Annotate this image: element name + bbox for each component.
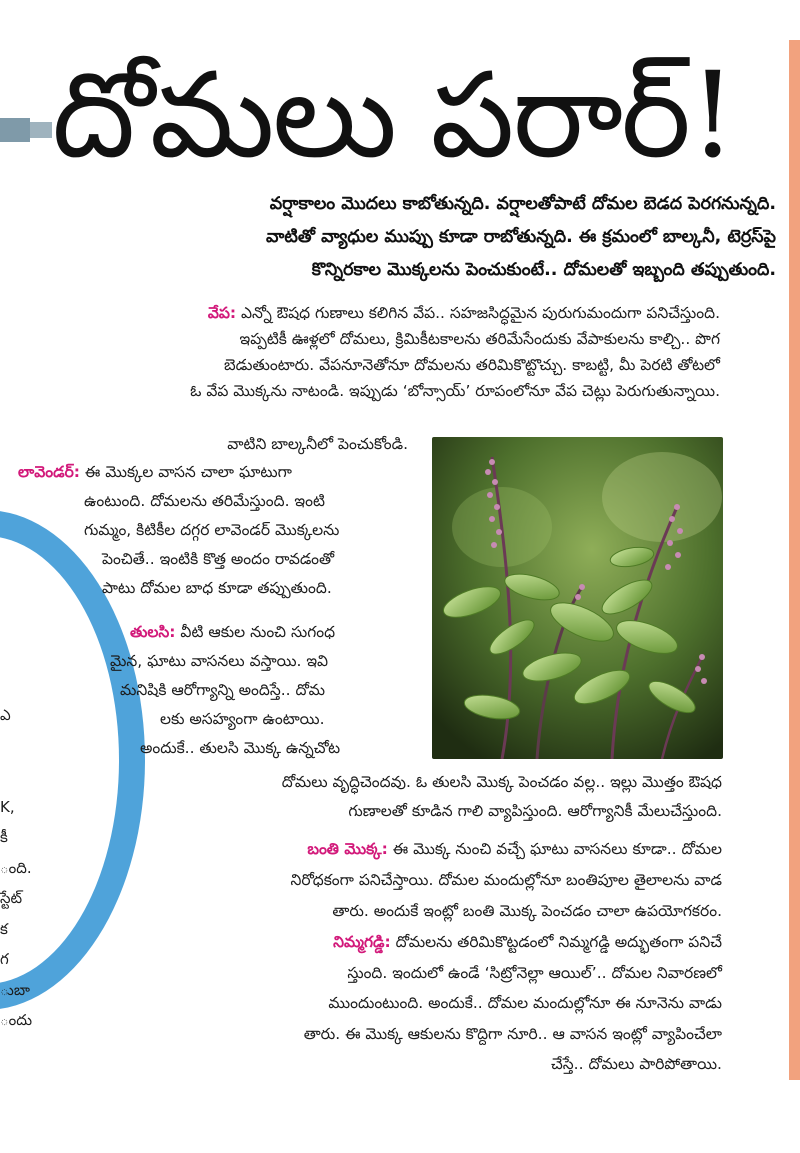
fragment-line: స్టేట్ (0, 889, 23, 907)
vepa-line: ఇప్పటికీ ఊళ్లలో దోమలు, క్రిమికీటకాలను తరిమేసేందుకు వేపాకులను కాల్చి.. పొగ (239, 330, 720, 348)
tulasi-line: మనిషికి ఆరోగ్యాన్ని అందిస్తే.. దోమ (120, 681, 325, 699)
tulasi-line: దోమలు వృద్ధిచెందవు. ఓ తులసి మొక్క పెంచడం వల్ల.. ఇల్లు మొత్తం ఔషధ (281, 773, 722, 791)
fragment-line: ఎ (0, 706, 11, 724)
fragment-line: క (0, 919, 8, 938)
banthi-text: ఈ మొక్క నుంచి వచ్చే ఘాటు వాసనలు కూడా.. దోమల (387, 840, 722, 858)
tulasi-text: వీటి ఆకుల నుంచి సుగంధ (175, 623, 336, 641)
vepa-line: బెడుతుంటారు. వేపనూనెతోనూ దోమలను తరిమికొట్టొచ్చు. కాబట్టి, మీ పెరటి తోటలో (224, 356, 720, 374)
nimmagaddi-line: చేస్తే.. దోమలు పారిపోతాయి. (551, 1055, 722, 1073)
intro-line: వర్షాకాలం మొదలు కాబోతున్నది. వర్షాలతోపాటే దోమల బెడద పెరగనున్నది. (269, 194, 776, 214)
nimmagaddi-text: దోమలను తరిమికొట్టడంలో నిమ్మగడ్డి అద్భుతంగా పనిచే (390, 933, 722, 951)
fragment-line: ందు (0, 1011, 33, 1029)
lavender-term: లావెండర్: (18, 463, 80, 481)
vepa-term: వేప: (207, 304, 237, 322)
intro-line: కొన్నిరకాల మొక్కలను పెంచుకుంటే.. దోమలతో ఇబ్బంది తప్పుతుంది. (311, 260, 776, 280)
vepa-text: ఎన్నో ఔషధ గుణాలు కలిగిన వేప.. సహజసిద్ధమైన పురుగుమందుగా పనిచేస్తుంది. (236, 304, 720, 322)
fragment-line: K, (0, 797, 15, 816)
tulasi-line: గుణాలతో కూడిన గాలి వ్యాపిస్తుంది. ఆరోగ్యానికీ మేలుచేస్తుంది. (348, 802, 722, 820)
tulasi-paragraph (110, 618, 410, 763)
nimmagaddi-line: స్తుంది. ఇందులో ఉండే ‘సిట్రోనెల్లా ఆయిల్’.. దోమల నివారణలో (347, 963, 722, 982)
lavender-paragraph (18, 458, 408, 603)
fragment-line (0, 731, 40, 762)
banthi-line: నిరోధకంగా పనిచేస్తాయి. దోమల మందుల్లోనూ బంతిపూల తైలాలను వాడ (290, 871, 722, 889)
nimmagaddi-paragraph (108, 927, 722, 1080)
banthi-paragraph (108, 834, 722, 927)
right-accent-bar (789, 40, 800, 1080)
adjacent-article-fragments (0, 700, 40, 1036)
section-marker (0, 118, 30, 142)
vepa-last-line (60, 431, 408, 457)
tulsi-plant-photo (432, 437, 723, 759)
tulasi-line: లకు అసహ్యంగా ఉంటాయి. (160, 710, 325, 728)
tulasi-line: మైన, ఘాటు వాసనలు వస్తాయి. ఇవి (110, 652, 329, 670)
headline: దోమలు పరార్! (52, 46, 735, 184)
vepa-line: ఓ వేప మొక్కను నాటండి. ఇప్పుడు ‘బోన్సాయ్’ రూపంలోనూ వేప చెట్లు పెరుగుతున్నాయి. (190, 382, 720, 400)
lavender-line: గుమ్మం, కిటికీల దగ్గర లావెండర్ మొక్కలను (84, 521, 340, 539)
intro-line: వాటితో వ్యాధుల ముప్పు కూడా రాబోతున్నది. ఈ క్రమంలో బాల్కనీ, టెర్రస్‌పై (266, 227, 776, 247)
fragment-line: ంది. (0, 858, 32, 877)
tulasi-line: అందుకే.. తులసి మొక్క ఉన్నచోట (140, 739, 341, 757)
fragment-line: ుబా (0, 980, 30, 999)
lavender-line: పెంచితే.. ఇంటికి కొత్త అందం రావడంతో (102, 550, 335, 568)
tulasi-term: తులసి: (130, 623, 176, 641)
fragment-line (0, 761, 40, 792)
tulasi-paragraph-cont (150, 768, 722, 826)
banthi-line: తారు. అందుకే ఇంట్లో బంతి మొక్క పెంచడం చాలా ఉపయోగకరం. (332, 902, 722, 920)
vepa-paragraph (14, 300, 720, 404)
nimmagaddi-term: నిమ్మగడ్డి: (333, 933, 391, 951)
fragment-line: గ (0, 950, 9, 968)
lavender-text: ఈ మొక్కల వాసన చాలా ఘాటుగా (79, 463, 292, 481)
nimmagaddi-line: ముందుంటుంది. అందుకే.. దోమల మందుల్లోనూ ఈ నూనెను వాడు (328, 994, 722, 1012)
vepa-line: వాటిని బాల్కనీలో పెంచుకోండి. (227, 435, 408, 453)
lavender-line: ఉంటుంది. దోమలను తరిమేస్తుంది. ఇంటి (84, 492, 325, 510)
banthi-term: బంతి మొక్క: (307, 840, 388, 858)
fragment-line: కీ (0, 828, 8, 846)
intro-paragraph (56, 188, 776, 287)
lavender-line: పాటు దోమల బాధ కూడా తప్పుతుంది. (102, 579, 332, 597)
nimmagaddi-line: తారు. ఈ మొక్క ఆకులను కొద్దిగా నూరి.. ఆ వాసన ఇంట్లో వ్యాపించేలా (303, 1024, 722, 1043)
section-marker-dash (30, 122, 52, 138)
